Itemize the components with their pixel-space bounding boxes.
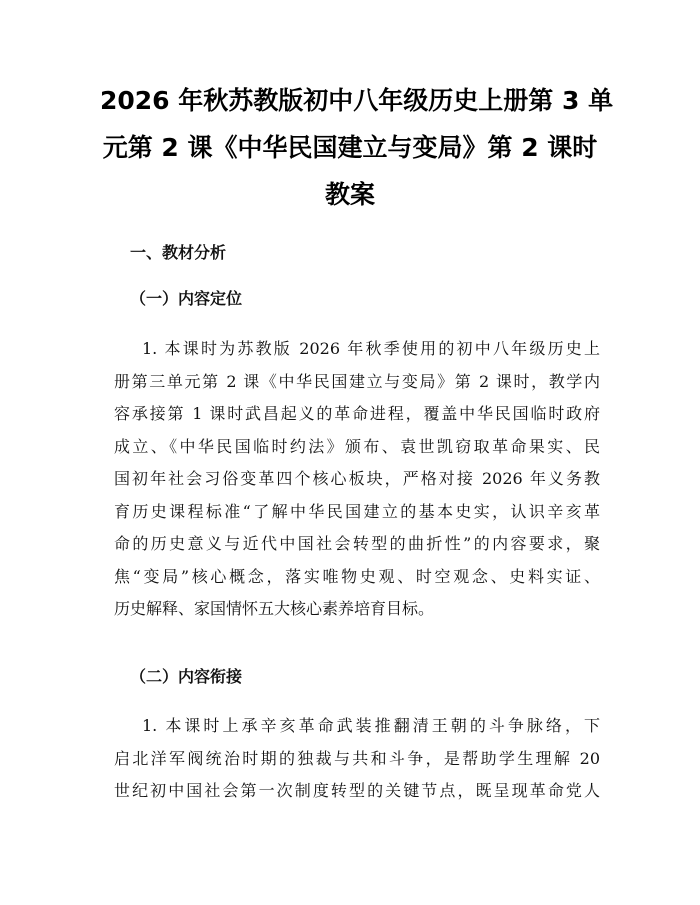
section-heading-teaching-material-analysis: 一、教材分析 <box>130 243 227 262</box>
subsection-heading-content-positioning: （一）内容定位 <box>130 289 243 308</box>
paragraph-line: 容承接第 1 课时武昌起义的革命进程，覆盖中华民国临时政府 <box>114 404 600 423</box>
paragraph-content-connection <box>114 710 600 808</box>
document-title-line-2: 元第 2 课《中华民国建立与变局》第 2 课时 <box>102 133 598 162</box>
paragraph-line: 育历史课程标准“了解中华民国建立的基本史实，认识辛亥革 <box>114 501 600 521</box>
paragraph-content-positioning <box>114 333 600 626</box>
paragraph-line: 焦“变局”核心概念，落实唯物史观、时空观念、史料实证、 <box>114 566 600 586</box>
paragraph-line: 国初年社会习俗变革四个核心板块，严格对接 2026 年义务教 <box>114 469 600 488</box>
paragraph-line: 世纪初中国社会第一次制度转型的关键节点，既呈现革命党人 <box>114 781 600 800</box>
paragraph-line: 册第三单元第 2 课《中华民国建立与变局》第 2 课时，教学内 <box>114 371 600 391</box>
paragraph-line: 命的历史意义与近代中国社会转型的曲折性”的内容要求，聚 <box>114 534 600 553</box>
document-title-line-3: 教案 <box>324 180 375 209</box>
document-title-line-1: 2026 年秋苏教版初中八年级历史上册第 3 单 <box>100 86 614 115</box>
subsection-heading-content-connection: （二）内容衔接 <box>130 667 243 686</box>
paragraph-line: 成立、《中华民国临时约法》颁布、袁世凯窃取革命果实、民 <box>114 436 600 456</box>
paragraph-line: 1. 本课时为苏教版 2026 年秋季使用的初中八年级历史上 <box>142 339 600 358</box>
paragraph-line: 历史解释、家国情怀五大核心素养培育目标。 <box>114 599 435 618</box>
paragraph-line: 1. 本课时上承辛亥革命武装推翻清王朝的斗争脉络，下 <box>142 716 600 735</box>
paragraph-line: 启北洋军阀统治时期的独裁与共和斗争，是帮助学生理解 20 <box>114 748 600 768</box>
